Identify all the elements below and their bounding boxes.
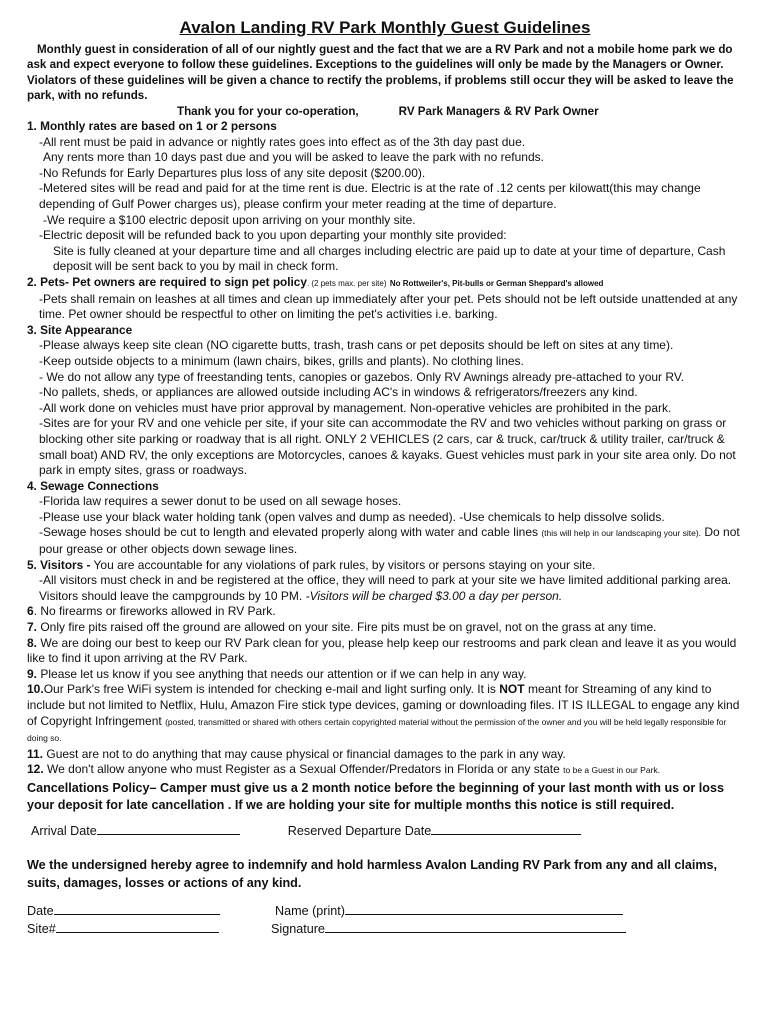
section-3-line: -Please always keep site clean (NO cigarette butts, trash, trash cans or pet deposits should be left on sites at any time). (39, 338, 674, 353)
section-1-line: -Metered sites will be read and paid for at the time rent is due. Electric is at the rate of .12 cents per kilowatt(this may change depending of Gulf Power charges us), please confirm your meter reading at the time of departure. (39, 181, 701, 211)
thanks-line (27, 104, 743, 119)
section-2-heading-row (27, 275, 743, 292)
signature-block (27, 902, 743, 938)
rule-12: 12. We don't allow anyone who must Register as a Sexual Offender/Predators in Florida or any state to be a Guest in our Park. (27, 762, 660, 777)
signature-field[interactable]: Signature (271, 920, 626, 938)
departure-date-label: Reserved Departure Date (287, 823, 432, 838)
section-5-lead: You are accountable for any violations of park rules, by visitors or persons staying on your site. (90, 557, 596, 572)
section-1-line: -All rent must be paid in advance or nightly rates goes into effect as of the 3th day past due. (39, 134, 526, 149)
section-5-heading: 5. Visitors - (27, 557, 91, 572)
rule-11: 11. Guest are not to do anything that may cause physical or financial damages to the park in any way. (27, 746, 566, 761)
section-2-note: . (2 pets max. per site) (306, 278, 387, 288)
signature-line[interactable] (325, 920, 626, 933)
section-5-heading-row (27, 558, 743, 574)
arrival-date-line[interactable] (97, 822, 240, 835)
section-4-line: -Florida law requires a sewer donut to be used on all sewage hoses. (39, 494, 402, 509)
arrival-date-label: Arrival Date (31, 823, 97, 838)
date-line[interactable] (54, 902, 220, 915)
rule-9: 9. Please let us know if you see anything that needs our attention or if we can help in any way. (27, 666, 527, 681)
indemnify-agreement: We the undersigned hereby agree to indemnify and hold harmless Avalon Landing RV Park from any and all claims, suits, damages, losses or actions of any kind. (27, 857, 718, 890)
visitor-charge-note: -Visitors will be charged $3.00 a day per person. (305, 588, 563, 603)
section-4-line: -Please use your black water holding tank (open valves and dump as needed). -Use chemicals to help dissolve solids. (39, 509, 665, 524)
signers-text: RV Park Managers & RV Park Owner (398, 104, 599, 118)
section-2-line: -Pets shall remain on leashes at all times and clean up immediately after your pet. Pets should not be left outside unattended at any time. Pet owner should be respectful to other on limiting the pet's activities i.e. barking. (39, 291, 738, 322)
guidelines-page (27, 18, 743, 938)
rule-10: 10.Our Park's free WiFi system is intended for checking e-mail and light surfing only. It is NOT meant for Streaming of any kind to include but not limited to Netflix, Hulu, Amazon Fire stick type devices, gaming or downloading files. IT IS ILLEGAL to engage any kind of Copyright Infringement (posted, transmitted or shared with others certain copyrighted material without the permission of the owner and you will be held legally responsible for doing so. (27, 682, 740, 744)
date-field[interactable]: Date (27, 902, 275, 920)
section-3-line: -No pallets, sheds, or appliances are allowed outside including AC's in windows & refrigerators/freezers any kind. (39, 385, 638, 400)
cancellation-policy: Cancellations Policy– Camper must give us a 2 month notice before the beginning of your last month with us or loss your deposit for late cancellation . If we are holding your site for multiple months this notice is still required. (27, 780, 724, 812)
rule-8: 8. We are doing our best to keep our RV Park clean for you, please help keep our restrooms and park clean and leave it as you would like to find it upon arriving at the RV Park. (27, 635, 737, 666)
section-3-heading: 3. Site Appearance (27, 322, 133, 337)
rule-6: 6. No firearms or fireworks allowed in RV Park. (27, 604, 276, 619)
section-1-line: Any rents more than 10 days past due and you will be asked to leave the park with no refunds. (43, 150, 544, 165)
section-3-line: -All work done on vehicles must have prior approval by management. Non-operative vehicles are prohibited in the park. (39, 400, 672, 415)
section-4-small-note: (this will help in our landscaping your site). (541, 528, 702, 539)
section-1-line: Site is fully cleaned at your departure time and all charges including electric are paid up to date at your time of departure, Cash deposit will be sent back to you by mail in check form. (53, 243, 726, 274)
departure-date-field[interactable] (288, 822, 582, 840)
section-1-heading: 1. Monthly rates are based on 1 or 2 persons (27, 119, 277, 134)
section-1-line: -Electric deposit will be refunded back to you upon departing your monthly site provided: (39, 228, 507, 243)
page-title: Avalon Landing RV Park Monthly Guest Guidelines (179, 18, 591, 37)
section-2-heading: 2. Pets- Pet owners are required to sign pet policy (27, 274, 307, 289)
rule-7: 7. Only fire pits raised off the ground are allowed on your site. Fire pits must be on gravel, not on the grass at any time. (27, 620, 657, 635)
site-field[interactable]: Site# (27, 920, 271, 938)
site-line[interactable] (56, 920, 219, 933)
dates-row (27, 822, 743, 840)
thanks-text: Thank you for your co-operation, (177, 104, 359, 118)
name-field[interactable]: Name (print) (275, 902, 623, 920)
intro-paragraph: Monthly guest in consideration of all of our nightly guest and the fact that we are a RV Park and not a mobile home park we do ask and expect everyone to follow these guidelines. Exceptions to the guidelines will only be made by the Managers or Owner. Violators of these guidelines will be given a chance to rectify the problems, if problems still occur they will be asked to leave the park, with no refunds. (27, 43, 734, 103)
section-5-line: -All visitors must check in and be registered at the office, they will need to park at your site we have limited additional parking area. Visitors should leave the campgrounds by 10 PM. -Visitors will be charged $3.00 a day per person. (39, 573, 732, 603)
section-4-heading: 4. Sewage Connections (27, 478, 159, 493)
section-3-line: -Sites are for your RV and one vehicle per site, if your site can accommodate the RV and two vehicles without parking on grass or blocking other site parking or roadway that is all right. ONLY 2 VEHICLES (2 cars, car & truck, car/truck & utility trailer, car/truck & small boat) AND RV, the only exceptions are Motorcycles, canoes & kayaks. Guest vehicles must park in your site area only. Do not park in empty sites, grass or roadways. (39, 416, 736, 478)
section-3-line: - We do not allow any type of freestanding tents, canopies or gazebos. Only RV Awnings already pre-attached to your RV. (39, 369, 685, 384)
arrival-date-field[interactable] (31, 822, 240, 840)
section-3-line: -Keep outside objects to a minimum (lawn chairs, bikes, grills and plants). No clothing lines. (39, 353, 524, 368)
departure-date-line[interactable] (431, 822, 581, 835)
section-2-breed-note: No Rottweiler's, Pit-bulls or German Sheppard's allowed (389, 278, 604, 288)
section-4-line: -Sewage hoses should be cut to length and elevated properly along with water and cable lines (this will help in our landscaping your site). Do not pour grease or other objects down sewage lines. (39, 525, 740, 557)
name-line[interactable] (345, 902, 623, 915)
section-1-line: -No Refunds for Early Departures plus loss of any site deposit ($200.00). (39, 165, 426, 180)
section-1-line: -We require a $100 electric deposit upon arriving on your monthly site. (43, 212, 416, 227)
